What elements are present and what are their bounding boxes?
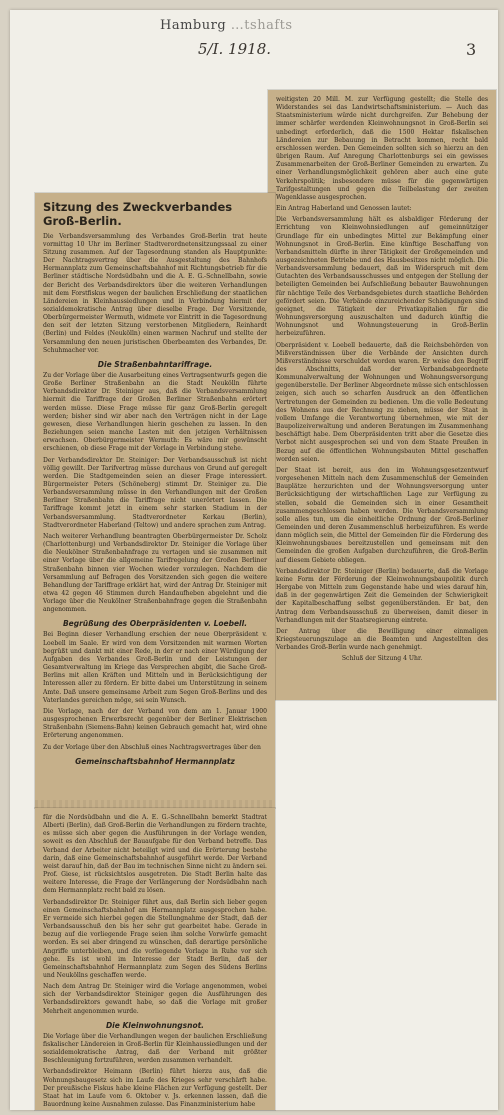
section-heading: Gemeinschaftsbahnhof Hermannplatz (75, 756, 235, 766)
section-heading: Begrüßung des Oberpräsidenten v. Loebell. (62, 619, 248, 629)
section-heading: Die Kleinwohnungsnot. (105, 1020, 205, 1030)
masthead-left: Hamburg (160, 18, 227, 33)
paragraph: Die Vorlage, nach der der Verband von dem am 1. Januar 1900 ausgesprochenen Erwerbsrecht gegenüber der Berliner Elektrischen Straßenbahn (Siemens-Bahn) keinen Gebrauch gemacht hat, wird ohne Erörterung angenommen. (43, 707, 267, 740)
paragraph: Zu der Vorlage über den Abschluß eines Nachtragsvertrages über den (43, 743, 261, 751)
paragraph: Die Verbandsversammlung hält es alsbaldiger Förderung der Errichtung von Kleinwohnsiedlungen auf gemeinnütziger Grundlage für ein unbedingtes Mittel zur Bekämpfung einer Wohnungsnot in Groß-Berlin. Eine künftige Beschaffung von Verbandsmitteln dürfte in ihrer Tätigkeit der Großgemeinden und ausgezeichneten Betriebe und des Hausbesitzes nicht möglich. Die Verbandsversammlung bedauert, daß im Widerspruch mit dem Gutachten des Verbandsausschusses und entgegen der Stellung der beteiligten Gemeinden bei Aufschließung bebauter Bauwohnungen für nächtige Teile des Verbandsgebietes durch staatliche Behörden gefördert seien. Die Verbände einzureichender Schädigungen sind geeignet, die Tätigkeit der Privatkapitalien für die Wohnungsversorgung auszuschalten und dadurch künftig die Wohnungsnot und Wohnungsteuerung in Groß-Berlin herbeizuführen. (276, 216, 488, 338)
paragraph: Nach weiterer Verhandlung beantragten Oberbürgermeister Dr. Scholz (Charlottenburg) und Verbandsdirektor Dr. Steiniger die Vorlage über die Neukölner Straßenbahnfrage zu vertagen und sie zusammen mit einer Vorlage über die allgemeine Tarifregelung der Großen Berliner Straßenbahn binnen vier Wochen wieder vorzulegen. Nachdem die Versammlung auf Befragen des Vorsitzenden sich gegen die weitere Behandlung der Tariffrage erklärt hat, wird der Antrag Dr. Steiniger mit etwa 42 gegen 46 Stimmen durch Handaufheben abgelehnt und die Vorlage über die Neukölner Straßenbahnfrage gegen die Straßenbahn angenommen. (43, 532, 267, 614)
article-headline: Sitzung des Zweckverbandes Groß-Berlin. (43, 200, 233, 228)
paragraph: Oberpräsident v. Loebell bedauerte, daß die Reichsbehörden von Mißverständnissen über die Verbände der Ansichten durch Mißverständnisse verschuldet worden waren. Er weise den Begriff des Abschnitts, daß der Verbandsabgeordnete Kommunalverwaltung der Wohnungen und Wohnungsversorgung gegenüberstelle. Der Berliner Abgeordnete müsse sich entschlossen zeigen, sich auch so scharfen Ausdruck an den öffentlichen Vertretungen der Gemeinden zu bedienen. Um die volle Bedeutung des Wohnens aus der Rechnung zu ziehen, müsse der Staat in vollem Umfange die Verantwortung übernehmen, wie mit der Baupolizeiverwaltung und anderen Beratungen im Zusammenhang beschäftigt habe. Dem Oberpräsidenten tritt aber die Gesetze dies Verbot nicht ausgesprochen sei und von dem Staate Preußen in Bezug auf die öffentlichen Wohnungsbauten Mittel geschaffen worden seien. (276, 341, 488, 463)
newspaper-masthead-stamp (160, 18, 293, 33)
clipping-right (268, 90, 496, 700)
paragraph: Zu der Vorlage über die Ausarbeitung eines Vertragsentwurfs gegen die Große Berliner Straßenbahn an die Stadt Neukölln führte Verbandsdirektor Dr. Steiniger aus, daß die Verbandsversammlung hiermit die Tariffrage der Großen Berliner Straßenbahn erörtert werden müsse. Diese Frage müsse für ganz Groß-Berlin geregelt werden; bisher sind wir aber nach den Verträgen nicht in der Lage gewesen, diese Verhandlungen hierin geschehen zu lassen. In den Beziehungen seien manche Lasten mit den jetzigen Verhältnissen erwachsen. Oberbürgermeister Wermuth: Es wäre mir gewünscht erschienen, ob diese Frage mit der Vorlage in Verbindung stehe. (43, 371, 267, 453)
handwritten-date: 5/I. 1918. (198, 40, 272, 58)
paragraph: Bei Beginn dieser Verhandlung erschien der neue Oberpräsident v. Loebell im Saale. Er wird von dem Vorsitzenden mit warmen Worten begrüßt und dankt mit einer Rede, in der er nach einer Würdigung der Aufgaben des Verbandes Groß-Berlin und der Leistungen der Gesamtverwaltung im Kriege das Versprechen abgibt, die Sache Groß-Berlins mit allen Kräften und Mitteln und in Berücksichtigung der Interessen aller zu fördern. Er bitte dabei um Unterstützung in seinem Amte. Daß unsere gemeinsame Arbeit zum Segen Groß-Berlins und des Vaterlandes gereichen möge, sei sein Wunsch. (43, 631, 267, 704)
scrapbook-page (10, 10, 498, 1110)
paragraph: Der Verbandsdirektor Dr. Steiniger: Der Verbandsausschuß ist nicht völlig gewillt. Der Tarifvertrag müsse durchaus von Grund auf geregelt werden. Die Stadtgemeinden seien an dieser Frage interessiert. Bürgermeister Peters (Schöneberg) stimmt Dr. Steiniger zu. Die Verbandsversammlung müsse in den Verhandlungen mit der Großen Berliner Straßenbahn die Tariffrage nicht unerörtert lassen. Die Tariffrage kommt jetzt in einem sehr starken Stadium in der Verbandsversammlung. Stadtverordneter Kerkau (Berlin), Stadtverordneter Haberland (Teltow) und andere sprachen zum Antrag. (43, 456, 267, 529)
paragraph: Verbandsdirektor Heimann (Berlin) führt hierzu aus, daß die Wohnungsbaugesetz sich im Laufe des Krieges sehr verschärft habe. Der preußische Fiskus habe kleine Flächen zur Verfügung gestellt. Der Staat hat im Laufe vom 6. Oktober v. Js. erkennen lassen, daß die Bauordnung keine Ausnahmen zulasse. Das Finanzministerium habe (43, 1068, 267, 1108)
masthead-right: …tshafts (230, 18, 293, 33)
paragraph: Verbandsdirektor Dr. Steiniger (Berlin) bedauerte, daß die Vorlage keine Form der Förderung der Kleinwohnungsbaupolitik durch Hergabe von Mitteln zum Gegenstande habe und wies darauf hin, daß in der gegenwärtigen Zeit die Gemeinden der Schwierigkeit der Kapitalbeschaffung selbst gegenüberständen. Er bat, den Antrag dem Verbandsausschuß zu überweisen, damit dieser in Verhandlungen mit der Staatsregierung eintrete. (276, 567, 488, 624)
paragraph: weitigsten 20 Mill. M. zur Verfügung gestellt; die Stelle des Widerstandes sei das Landwirtschaftsministerium. — Auch das Staatsministerium würde nicht durchgreifen. Zur Behebung der immer schärfer werdenden Kleinwohnungsnot in Groß-Berlin sei unbedingt erforderlich, daß die 1500 Hektar fiskalischen Ländereien zur Bebauung in Betracht kommen, recht bald erschlossen werden. Den Gemeinden sollten sich so hierzu an den übrigen Raum. Auf Anregung Charlottenburgs sei ein gewisses Zusammenarbeiten der Groß-Berliner Gemeinden zu erwarten. Zu einer Verhandlungsmöglichkeit gehören aber auch eine gute Verkehrspolitik; insbesondere müsse für die gegenwärtigen Tarifgestaltungen und gegen die Teilbelastung der zweiten Wagenklasse ausgesprochen. (276, 96, 488, 201)
paragraph: Die Vorlage über die Verhandlungen wegen der baulichen Erschließung fiskalischer Ländereien in Groß-Berlin für Kleinhaussiedlungen und der sozialdemokratische Antrag, daß der Verband mit größter Beschleunigung fortzuführen, werden zusammen verhandelt. (43, 1032, 267, 1065)
clipping-bottom (35, 808, 275, 1110)
paragraph: Ein Antrag Haberland und Genossen lautet: (276, 205, 412, 213)
handwritten-page-number: 3 (466, 40, 477, 59)
paragraph: Verbandsdirektor Dr. Steiniger führt aus, daß Berlin sich lieber gegen einen Gemeinschaftsbahnhof am Hermannplatz ausgesprochen habe. Er vermeide sich hierbei gegen die Stellungnahme der Stadt, daß der Verbandsausschuß den bis her sehr gut gearbeitet habe. Gerade in bezug auf die vorliegende Frage seien ihm solche Vorwürfe gemacht worden. Es sei aber dringend zu wünschen, daß derartige persönliche Angriffe unterbleiben, und die vorliegende Vorlage in Ruhe vor sich gehe. Es ist wohl im Interesse der Stadt Berlin, daß der Gemeinschaftsbahnhof Hermannplatz zum Segen des Südens Berlins und Neuköllns geschaffen werde. (43, 898, 267, 979)
paragraph: Der Staat ist bereit, aus den im Wohnungsgesetzentwurf vorgesehenen Mitteln nach dem Zusammenschluß der Gemeinden Bauplätze herzurichten und der Wohnungsversorgung unter Berücksichtigung der wirtschaftlichen Lage zur Verfügung zu stellen, sobald die Gemeinden sich in einer Gesamtheit zusammengeschlossen haben werden. Die Verbandsversammlung solle alles tun, um die einheitliche Ordnung der Groß-Berliner Gemeinden und deren Zusammenschluß herbeizuführen. Es werde dann möglich sein, die Mittel der Gemeinden für die Förderung des Kleinwohnungsbaues bereitzustellen und gemeinsam mit den Gemeinden die großen Aufgaben durchzuführen, die Groß-Berlin auf diesem Gebiete obliegen. (276, 466, 488, 564)
section-heading: Die Straßenbahntariffrage. (97, 359, 213, 369)
clipping-left (35, 193, 275, 808)
paragraph: Schluß der Sitzung 4 Uhr. (341, 655, 423, 663)
paragraph: Der Antrag über die Bewilligung einer einmaligen Kriegsteuerungszulage an die Beamten und Angestellten des Verbandes Groß-Berlin wurde nach genehmigt. (276, 627, 488, 652)
paragraph: Nach dem Antrag Dr. Steiniger wird die Vorlage angenommen, wobei sich der Verbandsdirektor Steiniger gegen die Ausführungen des Verbandsdirektors gewandt habe, so daß die Vorlage mit großer Mehrheit angenommen wurde. (43, 983, 267, 1015)
torn-edge (35, 800, 275, 808)
article-intro: Die Verbandsversammlung des Verbandes Groß-Berlin trat heute vormittag 10 Uhr im Berliner Stadtverordnetensitzungssaal zu einer Sitzung zusammen. Auf der Tagesordnung standen als Hauptpunkte: Der Nachtragsvertrag über die Ausgestaltung des Bahnhofs Hermannplatz zum Gemeinschaftsbahnhof mit Richtungsbetrieb für die Berliner städtische Nordsüdbahn und die A. E. G.-Schnellbahn, sowie der Bericht des Verbandsdirektors über die weiteren Verhandlungen mit dem Forstfiskus wegen der baulichen Erschließung der staatlichen Ländereien in Kleinhaussiedlungen und in Verbindung hiermit der sozialdemokratische Antrag über dieselbe Frage. Der Vorsitzende, Oberbürgermeister Wermuth, widmete vor Eintritt in die Tagesordnung den seit der letzten Sitzung verstorbenen Mitgliedern, Reinhardt (Berlin) und Feldes (Neukölln) einen warmen Nachruf und stellte der Versammlung den neuen juristischen Oberbeamten des Verbandes, Dr. Schuhmacher vor. (43, 232, 267, 354)
paragraph: für die Nordsüdbahn und die A. E. G.-Schnellbahn bemerkt Stadtrat Alberti (Berlin), daß Groß-Berlin die Verhandlungen zu fördern trachte, es müsse sich aber gegen die Ausführungen in der Vorlage wenden, soweit es den Abschluß der Bauaufgabe für den Verband betreffe. Das Verband der Arbeiter nicht beteiligt wird und die Erörterung bestehe darin, daß eine Gemeinschaftsbahnhof ausgeführt werde. Der Verband weist darauf hin, daß der Bau im technischen Sinne nicht zu ändern sei. Prof. Giese, ist rücksichtslos ausgetreten. Die Stadt Berlin halte das weitere Interesse, die Frage der Verlängerung der Nordsüdbahn nach dem Hermannplatz recht bald zu lösen. (43, 814, 267, 895)
